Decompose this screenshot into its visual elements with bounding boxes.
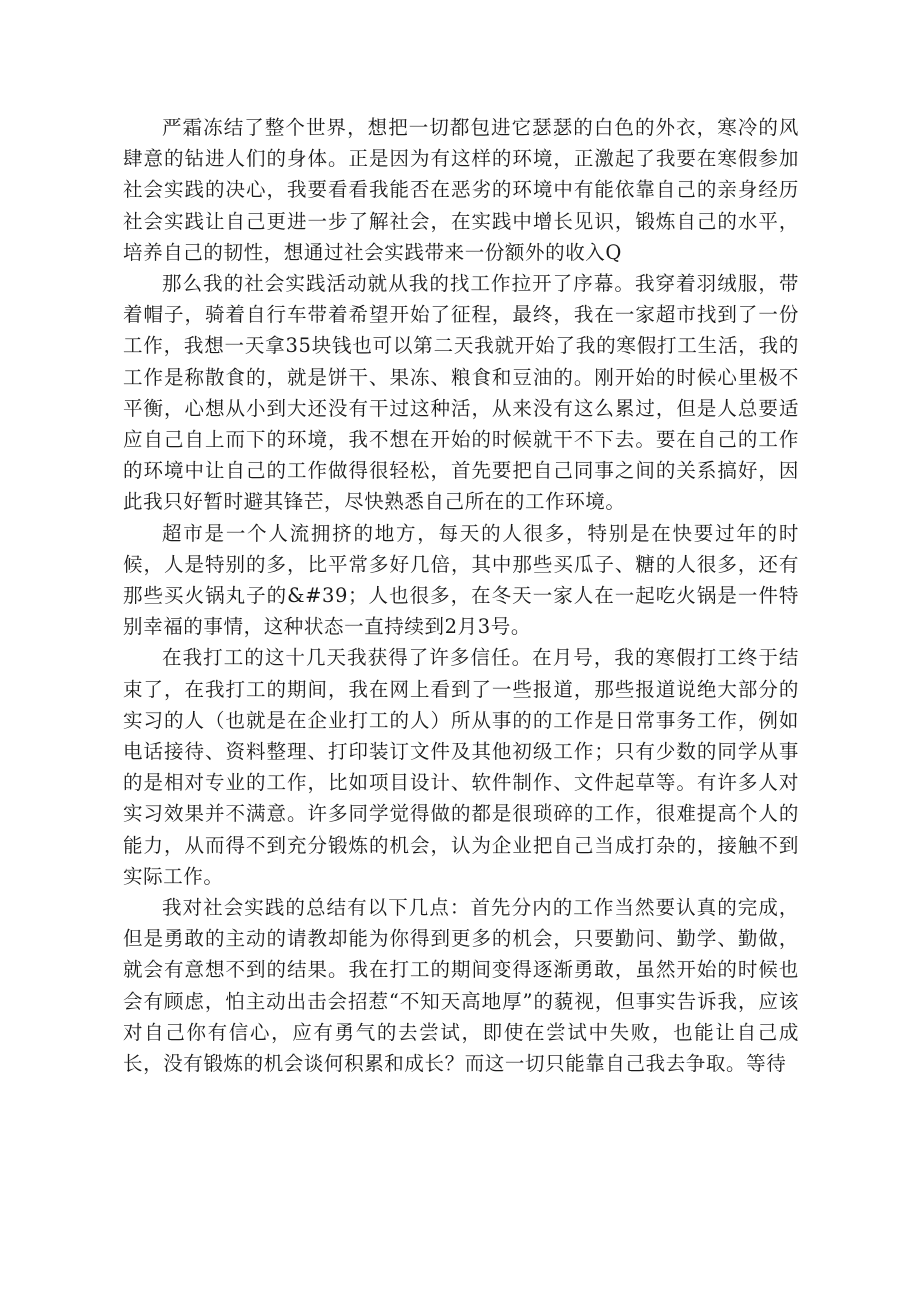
paragraph-3: 超市是一个人流拥挤的地方，每天的人很多，特别是在快要过年的时候，人是特别的多，比平常多好几倍，其中那些买瓜子、糖的人很多，还有那些买火锅丸子的&#39；人也很多，在冬天一家人在一起吃火锅是一件特别幸福的事情，这种状态一直持续到2月3号。	[123, 521, 799, 639]
document-body	[123, 112, 799, 1079]
paragraph-5: 我对社会实践的总结有以下几点：首先分内的工作当然要认真的完成，但是勇敢的主动的请教却能为你得到更多的机会，只要勤问、勤学、勤做，就会有意想不到的结果。我在打工的期间变得逐渐勇敢，虽然开始的时候也会有顾虑，怕主动出击会招惹“不知天高地厚”的藐视，但事实告诉我，应该对自己你有信心，应有勇气的去尝试，即使在尝试中失败，也能让自己成长，没有锻炼的机会谈何积累和成长？而这一切只能靠自己我去争取。等待	[123, 896, 799, 1076]
paragraph-4: 在我打工的这十几天我获得了许多信任。在月号，我的寒假打工终于结束了，在我打工的期间，我在网上看到了一些报道，那些报道说绝大部分的实习的人（也就是在企业打工的人）所从事的的工作是日常事务工作，例如电话接待、资料整理、打印装订文件及其他初级工作；只有少数的同学从事的是相对专业的工作，比如项目设计、软件制作、文件起草等。有许多人对实习效果并不满意。许多同学觉得做的都是很琐碎的工作，很难提高个人的能力，从而得不到充分锻炼的机会，认为企业把自己当成打杂的，接触不到实际工作。	[123, 646, 799, 888]
paragraph-1: 严霜冻结了整个世界，想把一切都包进它瑟瑟的白色的外衣，寒冷的风肆意的钻进人们的身体。正是因为有这样的环境，正激起了我要在寒假参加社会实践的决心，我要看看我能否在恶劣的环境中有能依靠自己的亲身经历社会实践让自己更进一步了解社会，在实践中增长见识，锻炼自己的水平，培养自己的韧性，想通过社会实践带来一份额外的收入Q	[123, 116, 799, 264]
paragraph-2: 那么我的社会实践活动就从我的找工作拉开了序幕。我穿着羽绒服，带着帽子，骑着自行车带着希望开始了征程，最终，我在一家超市找到了一份工作，我想一天拿35块钱也可以第二天我就开始了我的寒假打工生活，我的工作是称散食的，就是饼干、果冻、粮食和豆油的。刚开始的时候心里极不平衡，心想从小到大还没有干过这种活，从来没有这么累过，但是人总要适应自己自上而下的环境，我不想在开始的时候就干不下去。要在自己的工作的环境中让自己的工作做得很轻松，首先要把自己同事之间的关系搞好，因此我只好暂时避其锋芒，尽快熟悉自己所在的工作环境。	[123, 272, 799, 514]
